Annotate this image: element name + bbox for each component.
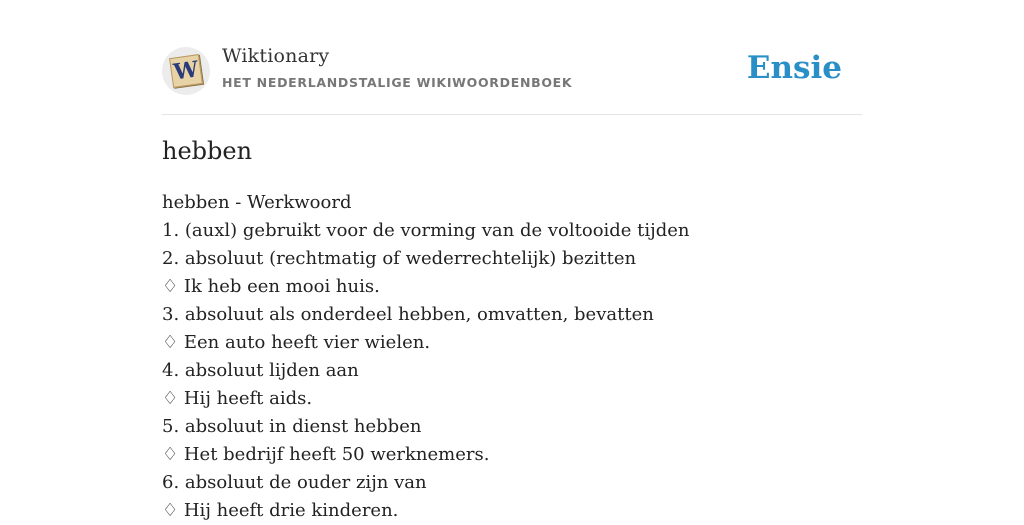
page — [162, 0, 862, 521]
definition-entry — [162, 189, 862, 525]
definition-line: 1. (auxl) gebruikt voor de vorming van de voltooide tijden — [162, 220, 690, 241]
example-line: ♢ Het bedrijf heeft 50 werknemers. — [162, 444, 490, 465]
example-line: ♢ Hij heeft aids. — [162, 388, 313, 409]
definition-line: 5. absoluut in dienst hebben — [162, 416, 422, 437]
wiktionary-logo[interactable] — [162, 47, 210, 95]
definition-line: 4. absoluut lijden aan — [162, 360, 359, 381]
definition-line: 6. absoluut de ouder zijn van — [162, 472, 427, 493]
entry-heading: hebben - Werkwoord — [162, 192, 352, 213]
example-line: ♢ Ik heb een mooi huis. — [162, 276, 380, 297]
logo-tile-icon — [169, 54, 203, 88]
ensie-brand-link[interactable]: Ensie — [746, 50, 842, 86]
definition-line: 3. absoluut als onderdeel hebben, omvatten, bevatten — [162, 304, 654, 325]
site-header — [162, 0, 862, 115]
example-line: ♢ Hij heeft drie kinderen. — [162, 500, 399, 521]
site-tagline: HET NEDERLANDSTALIGE WIKIWOORDENBOEK — [222, 75, 573, 90]
site-name[interactable]: Wiktionary — [222, 45, 330, 67]
definition-line: 2. absoluut (rechtmatig of wederrechtelijk) bezitten — [162, 248, 637, 269]
example-line: ♢ Een auto heeft vier wielen. — [162, 332, 431, 353]
logo-letter: W — [171, 56, 201, 86]
word-title: hebben — [162, 137, 253, 165]
